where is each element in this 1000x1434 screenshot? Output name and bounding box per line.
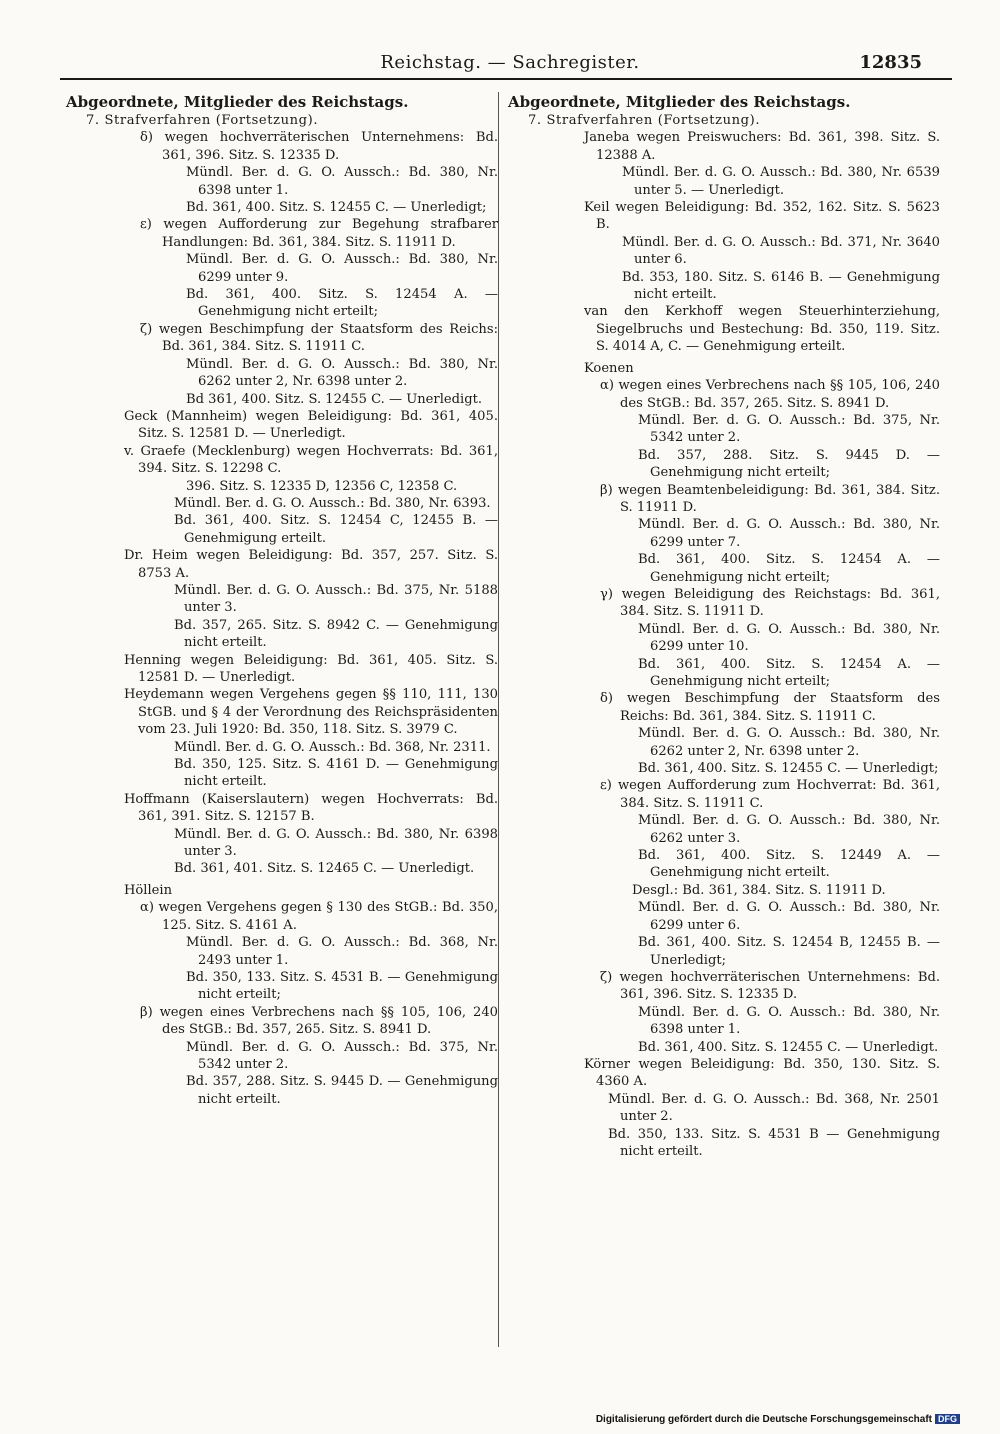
register-entry: Dr. Heim wegen Beleidigung: Bd. 357, 257. Sitz. S. 8753 A. xyxy=(124,548,498,581)
register-entry: Heydemann wegen Vergehens gegen §§ 110, 111, 130 StGB. und § 4 der Verordnung des Reichspräsidenten vom 23. Juli 1920: Bd. 350, 118. Sitz. S. 3979 C. xyxy=(124,687,498,738)
register-entry: Bd. 350, 133. Sitz. S. 4531 B. — Genehmigung nicht erteilt; xyxy=(186,969,498,1003)
register-entry: Koenen xyxy=(584,360,634,376)
register-entry: Mündl. Ber. d. G. O. Aussch.: Bd. 380, Nr. 6299 unter 10. xyxy=(638,621,940,655)
register-entry: Bd. 361, 400. Sitz. S. 12454 A. — Genehmigung nicht erteilt; xyxy=(638,552,940,585)
register-entry: δ) wegen hochverräterischen Unternehmens: Bd. 361, 396. Sitz. S. 12335 D. xyxy=(140,130,498,163)
register-entry: β) wegen eines Verbrechens nach §§ 105, 106, 240 des StGB.: Bd. 357, 265. Sitz. S. 8941 D. xyxy=(140,1004,498,1038)
register-entry: v. Graefe (Mecklenburg) wegen Hochverrats: Bd. 361, 394. Sitz. S. 12298 C. xyxy=(124,443,498,477)
register-entry: Bd. 357, 288. Sitz. S. 9445 D. — Genehmigung nicht erteilt. xyxy=(186,1074,498,1107)
digitization-footer xyxy=(596,1414,960,1425)
register-entry: α) wegen eines Verbrechens nach §§ 105, 106, 240 des StGB.: Bd. 357, 265. Sitz. S. 8941 D. xyxy=(600,378,940,411)
register-entry: Mündl. Ber. d. G. O. Aussch.: Bd. 380, Nr. 6299 unter 6. xyxy=(638,900,940,933)
register-entry: β) wegen Beamtenbeleidigung: Bd. 361, 384. Sitz. S. 11911 D. xyxy=(600,482,940,515)
register-entry: ε) wegen Aufforderung zum Hochverrat: Bd. 361, 384. Sitz. S. 11911 C. xyxy=(600,778,940,811)
register-entry: Mündl. Ber. d. G. O. Aussch.: Bd. 380, Nr. 6262 unter 2, Nr. 6398 unter 2. xyxy=(186,356,498,390)
register-entry: Mündl. Ber. d. G. O. Aussch.: Bd. 371, Nr. 3640 unter 6. xyxy=(622,234,940,268)
register-entry: Mündl. Ber. d. G. O. Aussch.: Bd. 375, Nr. 5188 unter 3. xyxy=(174,582,498,616)
register-entry: Bd. 361, 400. Sitz. S. 12454 A. — Genehmigung nicht erteilt; xyxy=(186,287,498,320)
register-entry: Bd. 353, 180. Sitz. S. 6146 B. — Genehmigung nicht erteilt. xyxy=(622,269,940,303)
register-entry: 396. Sitz. S. 12335 D, 12356 C, 12358 C. xyxy=(186,478,458,494)
register-entry: Desgl.: Bd. 361, 384. Sitz. S. 11911 D. xyxy=(632,882,886,898)
register-entry: Mündl. Ber. d. G. O. Aussch.: Bd. 375, Nr. 5342 unter 2. xyxy=(638,412,940,446)
register-entry: Bd. 361, 400. Sitz. S. 12454 B, 12455 B. — Unerledigt; xyxy=(638,935,940,968)
page-header xyxy=(60,52,960,76)
section-subheading: 7. Strafverfahren (Fortsetzung). xyxy=(86,113,319,128)
register-entry: Mündl. Ber. d. G. O. Aussch.: Bd. 380, Nr. 6299 unter 7. xyxy=(638,517,940,550)
entry-list xyxy=(508,129,940,1160)
register-entry: Mündl. Ber. d. G. O. Aussch.: Bd. 380, Nr. 6262 unter 3. xyxy=(638,813,940,846)
register-entry: van den Kerkhoff wegen Steuerhinterziehung, Siegelbruchs und Bestechung: Bd. 350, 119. Sitz. S. 4014 A, C. — Genehmigung erteilt. xyxy=(584,304,940,355)
dfg-logo: DFG xyxy=(935,1414,960,1424)
register-entry: Bd. 361, 400. Sitz. S. 12455 C. — Unerledigt; xyxy=(638,761,939,777)
register-entry: Keil wegen Beleidigung: Bd. 352, 162. Sitz. S. 5623 B. xyxy=(584,200,940,233)
entry-list xyxy=(66,129,498,1108)
register-entry: Mündl. Ber. d. G. O. Aussch.: Bd. 380, Nr. 6398 unter 3. xyxy=(174,826,498,860)
register-entry: Mündl. Ber. d. G. O. Aussch.: Bd. 368, Nr. 2501 unter 2. xyxy=(608,1091,940,1125)
register-entry: γ) wegen Beleidigung des Reichstags: Bd. 361, 384. Sitz. S. 11911 D. xyxy=(600,586,940,620)
register-entry: ζ) wegen hochverräterischen Unternehmens: Bd. 361, 396. Sitz. S. 12335 D. xyxy=(600,969,940,1003)
register-entry: Körner wegen Beleidigung: Bd. 350, 130. Sitz. S. 4360 A. xyxy=(584,1056,940,1090)
register-entry: Bd 361, 400. Sitz. S. 12455 C. — Unerledigt. xyxy=(186,391,483,407)
register-entry: Bd. 361, 400. Sitz. S. 12455 C. — Unerledigt; xyxy=(186,200,487,216)
register-entry: Mündl. Ber. d. G. O. Aussch.: Bd. 380, Nr. 6393. xyxy=(174,495,491,511)
register-entry: Bd. 361, 400. Sitz. S. 12455 C. — Unerledigt. xyxy=(638,1039,939,1055)
register-entry: Bd. 361, 400. Sitz. S. 12454 C, 12455 B. — Genehmigung erteilt. xyxy=(174,513,498,546)
running-title: Reichstag. — Sachregister. xyxy=(380,52,640,73)
register-entry: Hoffmann (Kaiserslautern) wegen Hochverrats: Bd. 361, 391. Sitz. S. 12157 B. xyxy=(124,791,498,825)
column-heading: Abgeordnete, Mitglieder des Reichstags. xyxy=(66,93,409,111)
register-entry: Bd. 350, 125. Sitz. S. 4161 D. — Genehmigung nicht erteilt. xyxy=(174,757,498,790)
register-entry: Mündl. Ber. d. G. O. Aussch.: Bd. 380, Nr. 6398 unter 1. xyxy=(186,165,498,198)
footer-text: Digitalisierung gefördert durch die Deutsche Forschungsgemeinschaft xyxy=(595,1414,932,1425)
register-entry: Mündl. Ber. d. G. O. Aussch.: Bd. 368, Nr. 2493 unter 1. xyxy=(186,935,498,968)
register-entry: Bd. 357, 288. Sitz. S. 9445 D. — Genehmigung nicht erteilt; xyxy=(638,447,940,481)
column-heading: Abgeordnete, Mitglieder des Reichstags. xyxy=(508,93,851,111)
register-entry: Janeba wegen Preiswuchers: Bd. 361, 398. Sitz. S. 12388 A. xyxy=(584,130,940,163)
register-entry: Mündl. Ber. d. G. O. Aussch.: Bd. 380, Nr. 6262 unter 2, Nr. 6398 unter 2. xyxy=(638,726,940,759)
register-entry: ε) wegen Aufforderung zur Begehung strafbarer Handlungen: Bd. 361, 384. Sitz. S. 11911 D. xyxy=(140,217,498,250)
register-entry: ζ) wegen Beschimpfung der Staatsform des Reichs: Bd. 361, 384. Sitz. S. 11911 C. xyxy=(140,321,498,355)
register-entry: Mündl. Ber. d. G. O. Aussch.: Bd. 380, Nr. 6299 unter 9. xyxy=(186,252,498,285)
register-entry: Bd. 361, 400. Sitz. S. 12449 A. — Genehmigung nicht erteilt. xyxy=(638,848,940,881)
page-number: 12835 xyxy=(859,52,922,73)
register-entry: Mündl. Ber. d. G. O. Aussch.: Bd. 368, Nr. 2311. xyxy=(174,739,491,755)
register-entry: Bd. 361, 400. Sitz. S. 12454 A. — Genehmigung nicht erteilt; xyxy=(638,656,940,689)
register-entry: Geck (Mannheim) wegen Beleidigung: Bd. 361, 405. Sitz. S. 12581 D. — Unerledigt. xyxy=(124,408,498,442)
register-entry: Bd. 357, 265. Sitz. S. 8942 C. — Genehmigung nicht erteilt. xyxy=(174,617,498,651)
section-subheading: 7. Strafverfahren (Fortsetzung). xyxy=(528,113,761,128)
register-entry: δ) wegen Beschimpfung der Staatsform des Reichs: Bd. 361, 384. Sitz. S. 11911 C. xyxy=(600,691,940,724)
register-entry: Mündl. Ber. d. G. O. Aussch.: Bd. 380, Nr. 6398 unter 1. xyxy=(638,1004,940,1038)
register-entry: Bd. 361, 401. Sitz. S. 12465 C. — Unerledigt. xyxy=(174,861,475,877)
register-entry: Bd. 350, 133. Sitz. S. 4531 B — Genehmigung nicht erteilt. xyxy=(608,1126,940,1159)
register-entry: α) wegen Vergehens gegen § 130 des StGB.: Bd. 350, 125. Sitz. S. 4161 A. xyxy=(140,900,498,933)
register-entry: Mündl. Ber. d. G. O. Aussch.: Bd. 375, Nr. 5342 unter 2. xyxy=(186,1039,498,1072)
register-entry: Mündl. Ber. d. G. O. Aussch.: Bd. 380, Nr. 6539 unter 5. — Unerledigt. xyxy=(622,165,940,198)
left-column xyxy=(66,92,498,1108)
column-divider xyxy=(498,92,499,1347)
register-entry: Henning wegen Beleidigung: Bd. 361, 405. Sitz. S. 12581 D. — Unerledigt. xyxy=(124,652,498,685)
header-rule xyxy=(60,78,952,80)
right-column xyxy=(508,92,940,1160)
register-entry: Höllein xyxy=(124,882,173,898)
